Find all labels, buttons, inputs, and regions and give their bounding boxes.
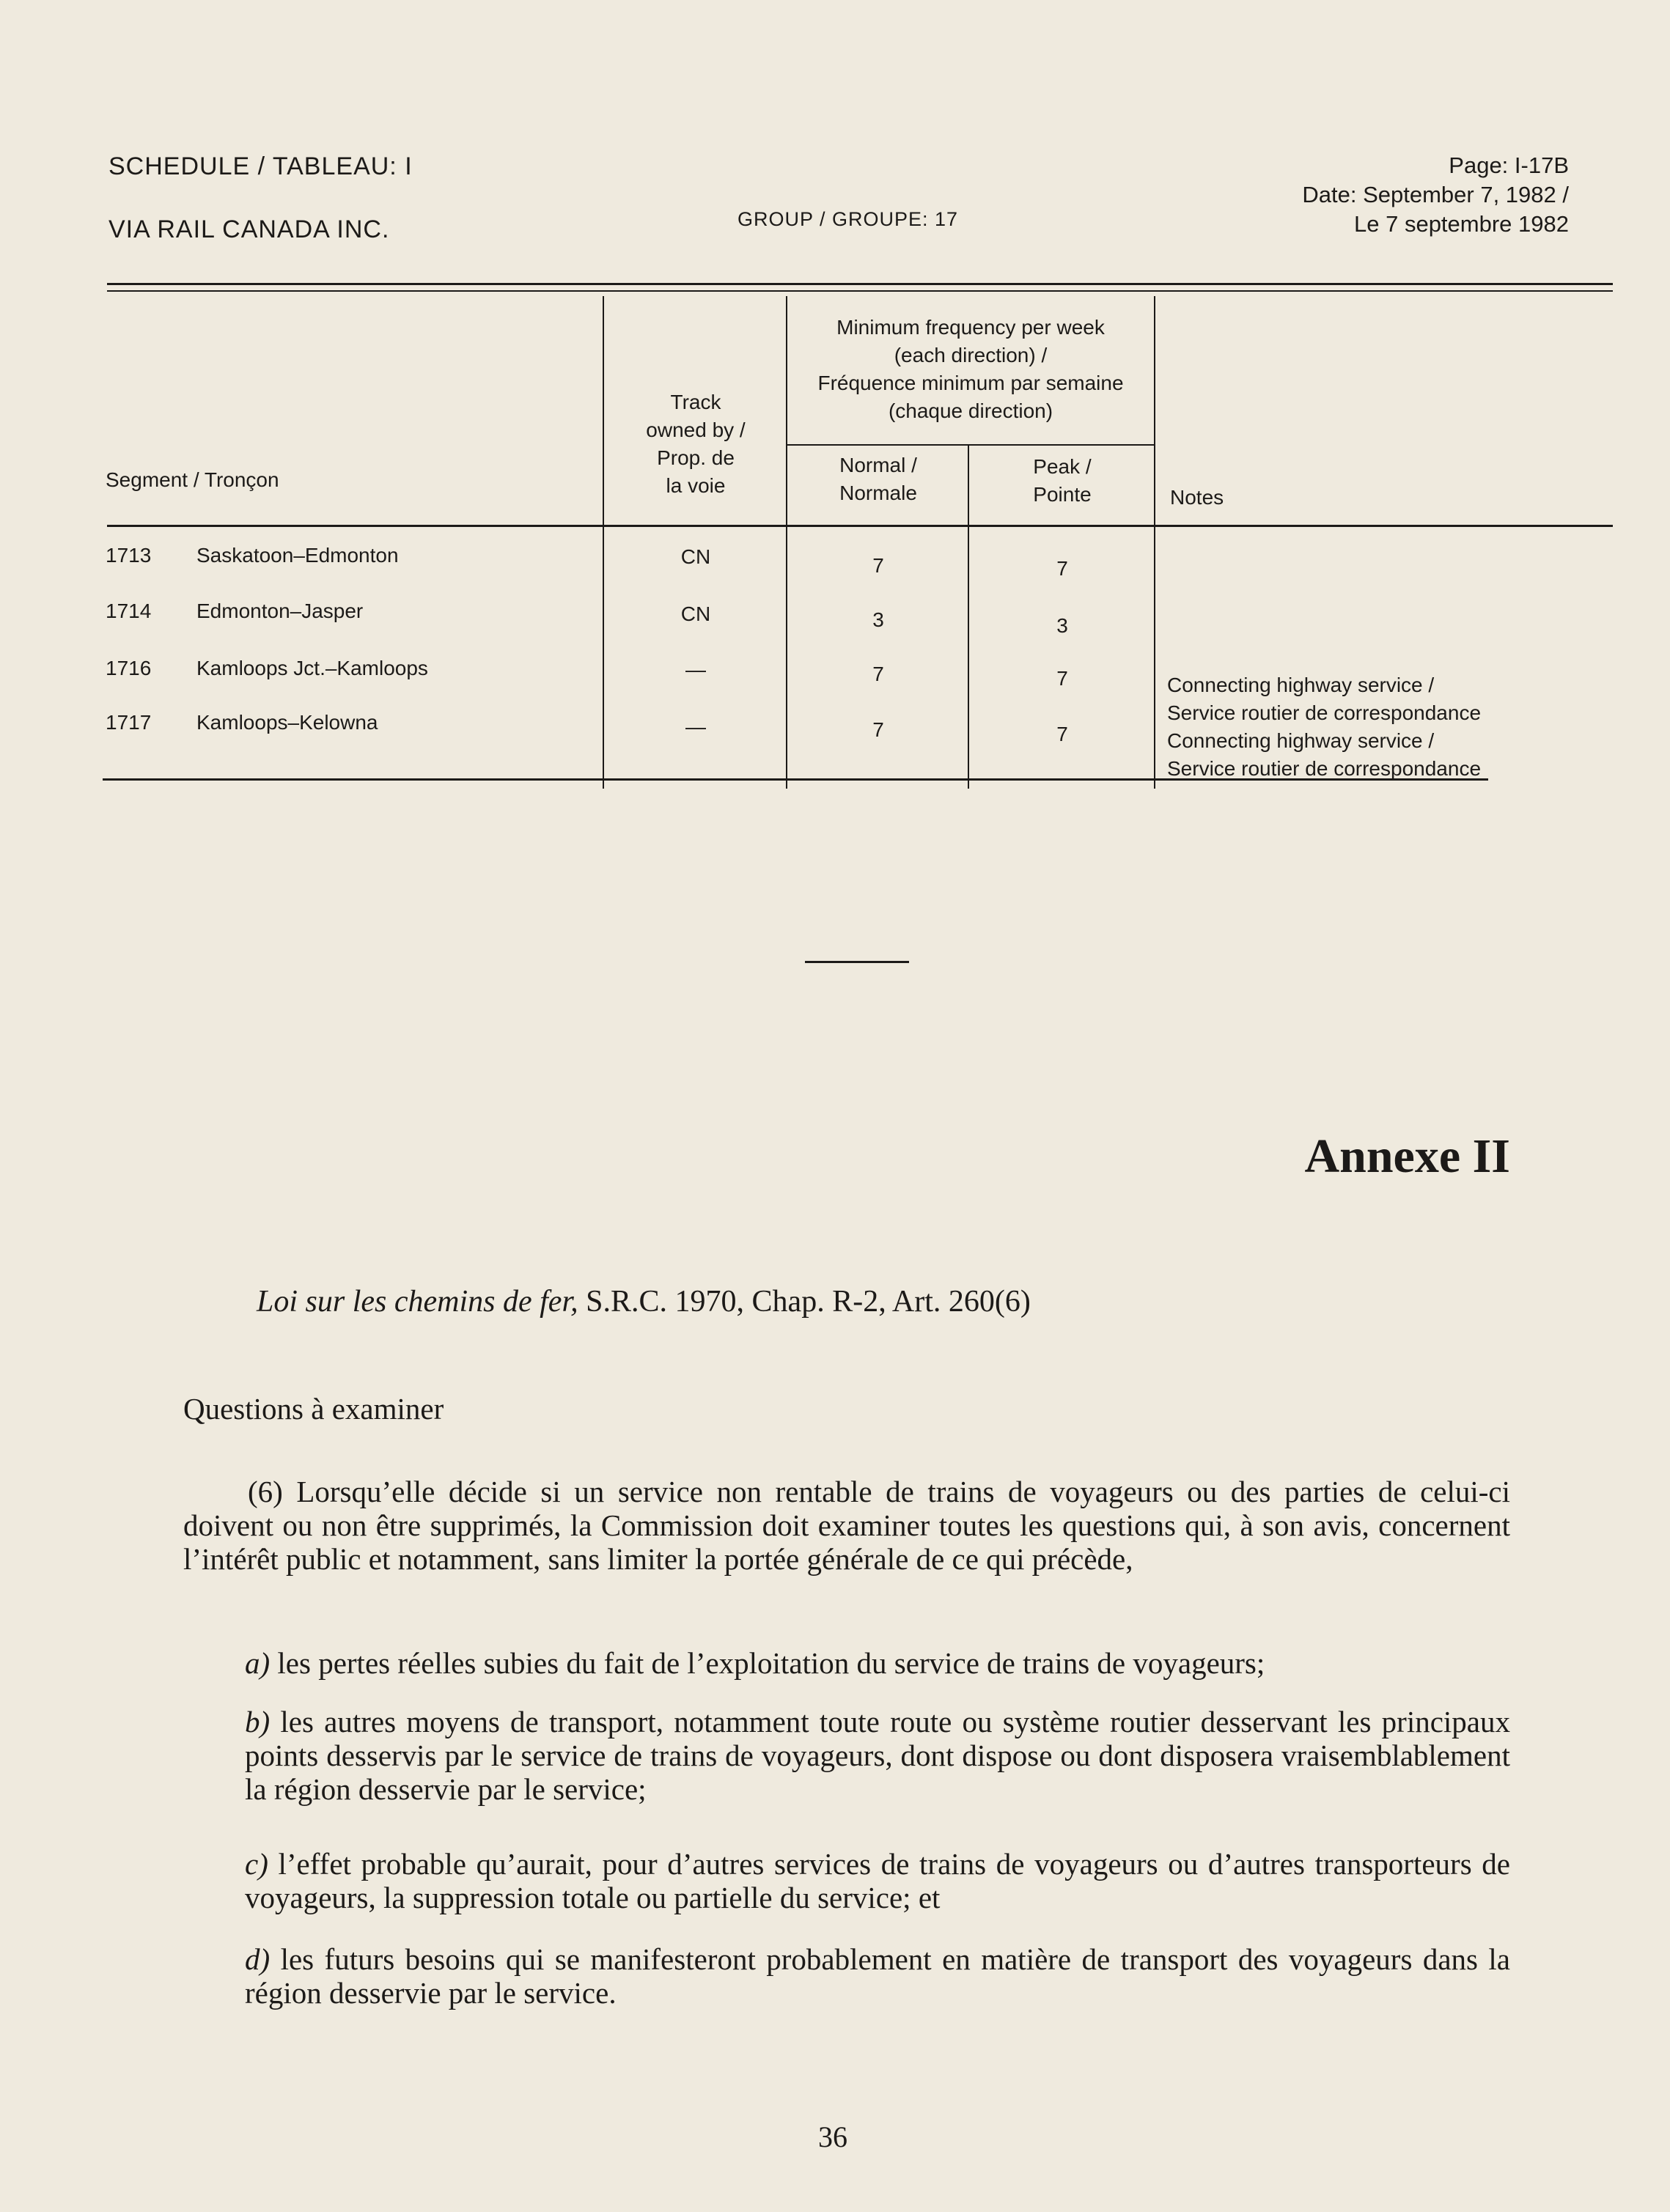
row-peak: 7 bbox=[1056, 723, 1068, 745]
section-divider bbox=[805, 961, 909, 963]
row-segment: Kamloops Jct.–Kamloops bbox=[196, 657, 428, 679]
col-header-track: Track owned by / Prop. de la voie bbox=[646, 391, 746, 497]
notes-cell: Connecting highway service / Service routier de correspondance Connecting highway service / Service routier de correspondance bbox=[1167, 674, 1482, 780]
row-normal: 7 bbox=[872, 554, 884, 577]
citation-ref: S.R.C. 1970, Chap. R-2, Art. 260(6) bbox=[578, 1285, 1031, 1319]
row-track: — bbox=[685, 658, 706, 681]
col-header-notes: Notes bbox=[1170, 486, 1224, 509]
row-segment: Edmonton–Jasper bbox=[196, 600, 364, 622]
row-normal: 7 bbox=[872, 718, 884, 741]
list-item: b) les autres moyens de transport, notamment toute route ou système routier desservant les principaux points desservis par le service de trains de voyageurs, dont dispose ou dont disposera vraisemblablement la région desservie par le service; bbox=[245, 1705, 1510, 1806]
row-peak: 3 bbox=[1056, 614, 1068, 637]
company-name: VIA RAIL CANADA INC. bbox=[108, 215, 390, 243]
table-header-rule bbox=[107, 525, 1613, 527]
page-number: 36 bbox=[818, 2120, 847, 2153]
row-segment: Kamloops–Kelowna bbox=[196, 711, 378, 734]
date-fr: Le 7 septembre 1982 bbox=[1354, 211, 1569, 237]
row-normal: 7 bbox=[872, 663, 884, 685]
row-segment: Saskatoon–Edmonton bbox=[196, 544, 399, 567]
row-number: 1717 bbox=[106, 711, 152, 734]
group-label: GROUP / GROUPE: 17 bbox=[737, 208, 959, 230]
row-peak: 7 bbox=[1056, 557, 1068, 580]
row-number: 1714 bbox=[106, 600, 152, 622]
citation bbox=[257, 1284, 1031, 1319]
row-track: CN bbox=[680, 602, 711, 625]
row-number: 1716 bbox=[106, 657, 152, 679]
list-item: d) les futurs besoins qui se manifesteront probablement en matière de transport des voyageurs dans la région desservie par le service. bbox=[245, 1942, 1510, 2010]
row-track: — bbox=[685, 715, 706, 738]
freq-sub-rule bbox=[787, 444, 1155, 446]
col-header-segment: Segment / Tronçon bbox=[106, 468, 279, 491]
col-divider-4 bbox=[1154, 296, 1155, 789]
annex-title: Annexe II bbox=[1304, 1129, 1510, 1183]
header-right bbox=[1302, 151, 1569, 239]
citation-act: Loi sur les chemins de fer, bbox=[257, 1285, 578, 1319]
date-en: Date: September 7, 1982 / bbox=[1302, 182, 1569, 207]
header-left bbox=[108, 135, 413, 261]
row-peak: 7 bbox=[1056, 667, 1068, 690]
row-normal: 3 bbox=[872, 608, 884, 631]
list-item: a) les pertes réelles subies du fait de l’exploitation du service de trains de voyageurs; bbox=[245, 1646, 1265, 1680]
main-paragraph: (6) Lorsqu’elle décide si un service non rentable de trains de voyageurs ou des parties de celui-ci doivent ou non être supprimés, la Commission doit examiner toutes les questions qui, à son avis, concernent l’intérêt public et notamment, sans limiter la portée générale de ce qui précède, bbox=[183, 1475, 1510, 1576]
row-number: 1713 bbox=[106, 544, 152, 567]
table-top-rule bbox=[107, 283, 1613, 285]
row-track: CN bbox=[680, 545, 711, 568]
table-top-rule-2 bbox=[107, 290, 1613, 292]
list-item: c) l’effet probable qu’aurait, pour d’autres services de trains de voyageurs ou d’autres transporteurs de voyageurs, la suppression totale ou partielle du service; et bbox=[245, 1847, 1510, 1914]
col-divider-3 bbox=[968, 444, 969, 789]
page-ref: Page: I-17B bbox=[1449, 152, 1569, 178]
subheading: Questions à examiner bbox=[183, 1392, 444, 1426]
col-header-normal: Normal / Normale bbox=[839, 454, 917, 504]
col-divider-1 bbox=[603, 296, 604, 789]
col-header-frequency: Minimum frequency per week (each direction) / Fréquence minimum par semaine (chaque direction) bbox=[817, 316, 1124, 422]
schedule-label: SCHEDULE / TABLEAU: I bbox=[108, 152, 413, 180]
col-header-peak: Peak / Pointe bbox=[1033, 455, 1092, 506]
